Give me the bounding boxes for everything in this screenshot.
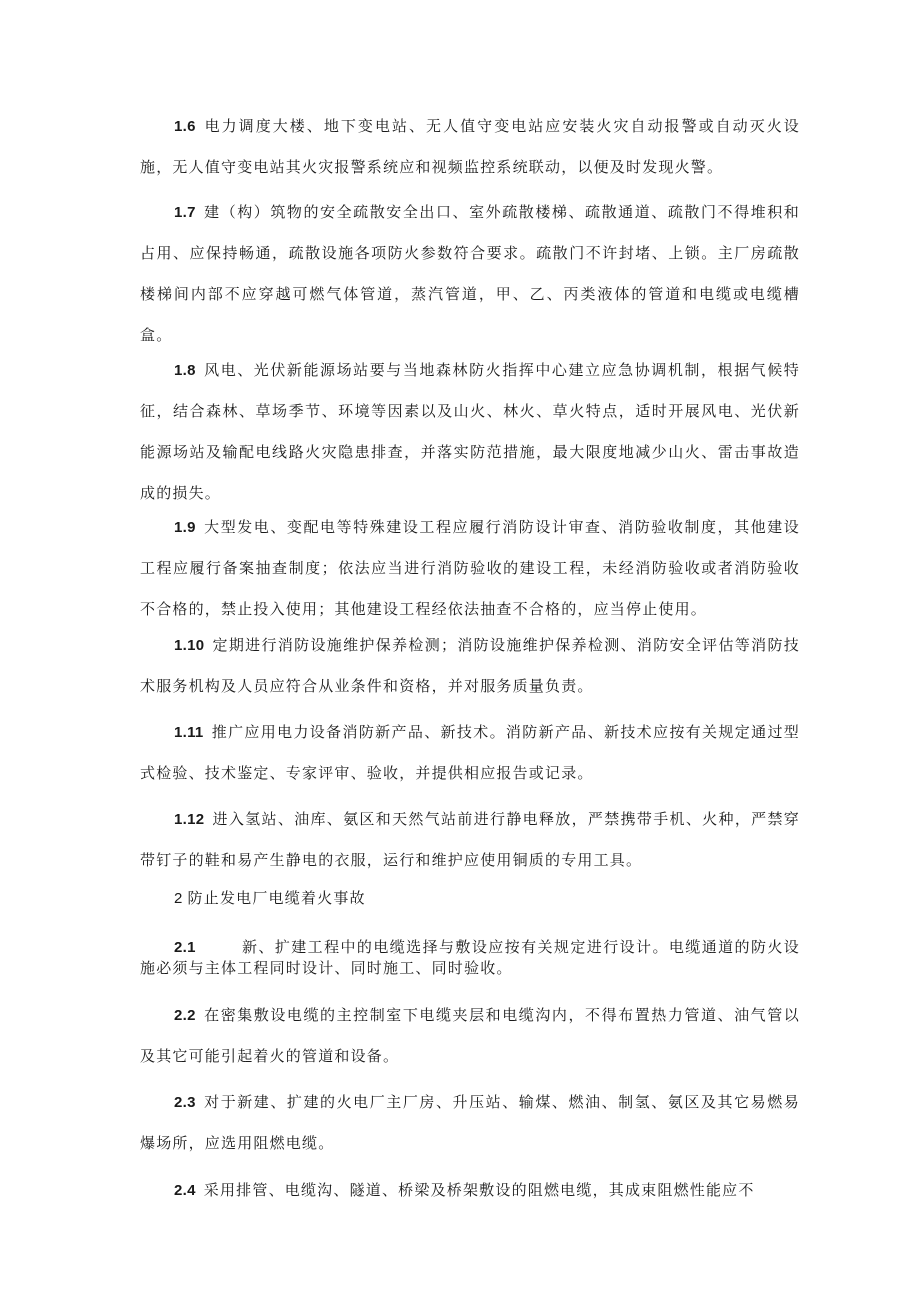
section-number: 2 xyxy=(174,890,184,907)
clause-text: 进入氢站、油库、氨区和天然气站前进行静电释放，严禁携带手机、火种，严禁穿带钉子的鞋和易产生静电的衣服，运行和维护应使用铜质的专用工具。 xyxy=(140,810,800,869)
clause-1-9 xyxy=(140,507,800,630)
clause-text: 在密集敷设电缆的主控制室下电缆夹层和电缆沟内，不得布置热力管道、油气管以及其它可能引起着火的管道和设备。 xyxy=(140,1006,800,1065)
clause-text: 电力调度大楼、地下变电站、无人值守变电站应安装火灾自动报警或自动灭火设施，无人值守变电站其火灾报警系统应和视频监控系统联动，以便及时发现火警。 xyxy=(140,117,800,176)
clause-1-11 xyxy=(140,712,800,794)
clause-text: 风电、光伏新能源场站要与当地森林防火指挥中心建立应急协调机制，根据气候特征，结合森林、草场季节、环境等因素以及山火、林火、草火特点，适时开展风电、光伏新能源场站及输配电线路火灾隐患排查，并落实防范措施，最大限度地减少山火、雷击事故造成的损失。 xyxy=(140,361,800,502)
clause-text: 采用排管、电缆沟、隧道、桥梁及桥架敷设的阻燃电缆，其成束阻燃性能应不 xyxy=(203,1181,755,1199)
clause-text: 新、扩建工程中的电缆选择与敷设应按有关规定进行设计。电缆通道的防火设施必须与主体工程同时设计、同时施工、同时验收。 xyxy=(140,938,800,977)
clause-number: 2.3 xyxy=(174,1094,196,1111)
clause-number: 1.7 xyxy=(174,204,196,221)
clause-number: 2.4 xyxy=(174,1182,196,1199)
clause-number: 1.6 xyxy=(174,118,196,135)
clause-text: 大型发电、变配电等特殊建设工程应履行消防设计审查、消防验收制度，其他建设工程应履行备案抽查制度；依法应当进行消防验收的建设工程，未经消防验收或者消防验收不合格的，禁止投入使用；其他建设工程经依法抽查不合格的，应当停止使用。 xyxy=(140,518,800,618)
clause-text: 对于新建、扩建的火电厂主厂房、升压站、输煤、燃油、制氢、氨区及其它易燃易爆场所，应选用阻燃电缆。 xyxy=(140,1093,800,1152)
clause-2-1 xyxy=(140,937,800,979)
clause-2-3 xyxy=(140,1082,800,1164)
clause-number: 2.2 xyxy=(174,1007,196,1024)
clause-number: 2.1 xyxy=(174,939,196,956)
section-heading xyxy=(174,888,366,909)
clause-text: 建（构）筑物的安全疏散安全出口、室外疏散楼梯、疏散通道、疏散门不得堆积和占用、应保持畅通，疏散设施各项防火参数符合要求。疏散门不许封堵、上锁。主厂房疏散楼梯间内部不应穿越可燃气体管道，蒸汽管道，甲、乙、丙类液体的管道和电缆或电缆槽盒。 xyxy=(140,203,800,344)
clause-2-4 xyxy=(140,1170,800,1211)
clause-1-8 xyxy=(140,350,800,514)
clause-1-10 xyxy=(140,625,800,707)
clause-number: 1.8 xyxy=(174,362,196,379)
clause-number: 1.12 xyxy=(174,811,205,828)
clause-1-12 xyxy=(140,799,800,881)
clause-text: 推广应用电力设备消防新产品、新技术。消防新产品、新技术应按有关规定通过型式检验、技术鉴定、专家评审、验收，并提供相应报告或记录。 xyxy=(140,723,800,782)
clause-2-2 xyxy=(140,995,800,1077)
clause-number: 1.9 xyxy=(174,519,196,536)
clause-1-7 xyxy=(140,192,800,356)
section-title: 防止发电厂电缆着火事故 xyxy=(187,889,366,907)
clause-1-6 xyxy=(140,106,800,188)
clause-number: 1.10 xyxy=(174,637,205,654)
clause-text: 定期进行消防设施维护保养检测；消防设施维护保养检测、消防安全评估等消防技术服务机构及人员应符合从业条件和资格，并对服务质量负责。 xyxy=(140,636,800,695)
clause-number: 1.11 xyxy=(174,724,204,741)
